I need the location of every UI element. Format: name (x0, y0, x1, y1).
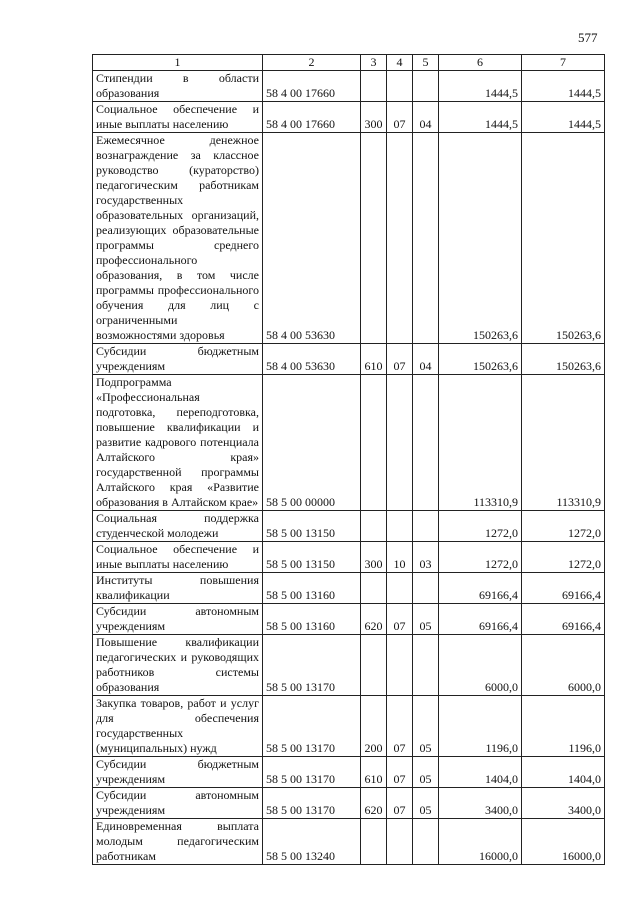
row-name: Субсидии бюджетным учреждениям (93, 344, 263, 375)
row-col4 (387, 573, 413, 604)
row-col5 (413, 71, 439, 102)
row-value-7: 1196,0 (522, 696, 605, 757)
row-code: 58 4 00 17660 (263, 102, 361, 133)
row-value-6: 69166,4 (439, 573, 522, 604)
row-value-6: 6000,0 (439, 635, 522, 696)
row-col3 (361, 819, 387, 865)
row-col4: 07 (387, 344, 413, 375)
row-col3: 620 (361, 788, 387, 819)
row-value-7: 150263,6 (522, 133, 605, 344)
table-row (93, 102, 605, 133)
row-name: Институты повышения квалификации (93, 573, 263, 604)
row-value-7: 1272,0 (522, 511, 605, 542)
row-col3 (361, 635, 387, 696)
page-number: 577 (578, 30, 598, 45)
row-col4: 07 (387, 757, 413, 788)
row-col4: 07 (387, 102, 413, 133)
row-value-7: 1444,5 (522, 102, 605, 133)
row-col4: 07 (387, 788, 413, 819)
col-header-1: 1 (93, 55, 263, 71)
row-name: Повышение квалификации педагогических и руководящих работников системы образования (93, 635, 263, 696)
header-row (93, 55, 605, 71)
row-col5: 03 (413, 542, 439, 573)
row-value-7: 69166,4 (522, 604, 605, 635)
row-col5 (413, 133, 439, 344)
row-col5: 05 (413, 696, 439, 757)
row-name: Подпрограмма «Профессиональная подготовка, переподготовка, повышение квалификации и развитие кадрового потенциала Алтайского края» государственной программы Алтайского края «Развитие образования в Алтайском крае» (93, 375, 263, 511)
table-row (93, 375, 605, 511)
row-value-6: 1272,0 (439, 542, 522, 573)
row-col4 (387, 819, 413, 865)
row-col3: 610 (361, 344, 387, 375)
col-header-6: 6 (439, 55, 522, 71)
row-value-6: 1272,0 (439, 511, 522, 542)
row-col3: 200 (361, 696, 387, 757)
row-col3 (361, 71, 387, 102)
col-header-7: 7 (522, 55, 605, 71)
row-col4 (387, 511, 413, 542)
table-row (93, 788, 605, 819)
row-col5: 04 (413, 102, 439, 133)
row-col3: 300 (361, 102, 387, 133)
table-row (93, 635, 605, 696)
row-col4: 07 (387, 696, 413, 757)
row-code: 58 4 00 17660 (263, 71, 361, 102)
table-row (93, 819, 605, 865)
table-row (93, 696, 605, 757)
row-code: 58 4 00 53630 (263, 133, 361, 344)
row-col3: 610 (361, 757, 387, 788)
row-name: Субсидии автономным учреждениям (93, 788, 263, 819)
row-value-7: 69166,4 (522, 573, 605, 604)
row-value-6: 150263,6 (439, 133, 522, 344)
row-col3: 300 (361, 542, 387, 573)
row-value-6: 69166,4 (439, 604, 522, 635)
row-col5: 05 (413, 757, 439, 788)
row-col4 (387, 133, 413, 344)
row-code: 58 5 00 13150 (263, 542, 361, 573)
row-name: Закупка товаров, работ и услуг для обеспечения государственных (муниципальных) нужд (93, 696, 263, 757)
row-code: 58 5 00 13160 (263, 573, 361, 604)
row-value-6: 1444,5 (439, 71, 522, 102)
row-code: 58 5 00 13170 (263, 788, 361, 819)
row-code: 58 5 00 13240 (263, 819, 361, 865)
table-row (93, 71, 605, 102)
row-name: Социальное обеспечение и иные выплаты населению (93, 102, 263, 133)
row-col5 (413, 573, 439, 604)
row-col5: 05 (413, 604, 439, 635)
row-value-7: 16000,0 (522, 819, 605, 865)
col-header-5: 5 (413, 55, 439, 71)
col-header-4: 4 (387, 55, 413, 71)
row-col5 (413, 375, 439, 511)
row-code: 58 4 00 53630 (263, 344, 361, 375)
row-name: Единовременная выплата молодым педагогическим работникам (93, 819, 263, 865)
row-value-6: 1196,0 (439, 696, 522, 757)
row-col3 (361, 133, 387, 344)
row-name: Субсидии автономным учреждениям (93, 604, 263, 635)
row-code: 58 5 00 13170 (263, 696, 361, 757)
row-code: 58 5 00 13170 (263, 635, 361, 696)
row-name: Ежемесячное денежное вознаграждение за классное руководство (кураторство) педагогическим работникам государственных образовательных организаций, реализующих образовательные программы среднего профессионального образования, в том числе программы профессионального обучения для лиц с ограниченными возможностями здоровья (93, 133, 263, 344)
table-row (93, 344, 605, 375)
row-value-6: 1444,5 (439, 102, 522, 133)
row-col4: 10 (387, 542, 413, 573)
row-value-7: 113310,9 (522, 375, 605, 511)
row-col3 (361, 511, 387, 542)
row-value-6: 113310,9 (439, 375, 522, 511)
table-row (93, 604, 605, 635)
row-name: Субсидии бюджетным учреждениям (93, 757, 263, 788)
row-value-6: 16000,0 (439, 819, 522, 865)
row-name: Социальное обеспечение и иные выплаты населению (93, 542, 263, 573)
row-col5: 04 (413, 344, 439, 375)
table-row (93, 133, 605, 344)
row-name: Стипендии в области образования (93, 71, 263, 102)
col-header-3: 3 (361, 55, 387, 71)
row-value-6: 3400,0 (439, 788, 522, 819)
row-col5 (413, 819, 439, 865)
row-value-7: 1404,0 (522, 757, 605, 788)
row-code: 58 5 00 13150 (263, 511, 361, 542)
row-col4 (387, 71, 413, 102)
row-col3 (361, 573, 387, 604)
row-value-7: 150263,6 (522, 344, 605, 375)
row-value-6: 1404,0 (439, 757, 522, 788)
row-name: Социальная поддержка студенческой молодежи (93, 511, 263, 542)
row-col4 (387, 375, 413, 511)
row-code: 58 5 00 13170 (263, 757, 361, 788)
row-col4 (387, 635, 413, 696)
table-row (93, 573, 605, 604)
row-col3: 620 (361, 604, 387, 635)
row-value-6: 150263,6 (439, 344, 522, 375)
row-code: 58 5 00 00000 (263, 375, 361, 511)
budget-table (92, 54, 605, 865)
table-row (93, 542, 605, 573)
row-col4: 07 (387, 604, 413, 635)
row-code: 58 5 00 13160 (263, 604, 361, 635)
table-row (93, 511, 605, 542)
col-header-2: 2 (263, 55, 361, 71)
row-value-7: 1272,0 (522, 542, 605, 573)
row-col5 (413, 511, 439, 542)
row-col5: 05 (413, 788, 439, 819)
table-row (93, 757, 605, 788)
row-col3 (361, 375, 387, 511)
row-col5 (413, 635, 439, 696)
row-value-7: 1444,5 (522, 71, 605, 102)
row-value-7: 3400,0 (522, 788, 605, 819)
row-value-7: 6000,0 (522, 635, 605, 696)
